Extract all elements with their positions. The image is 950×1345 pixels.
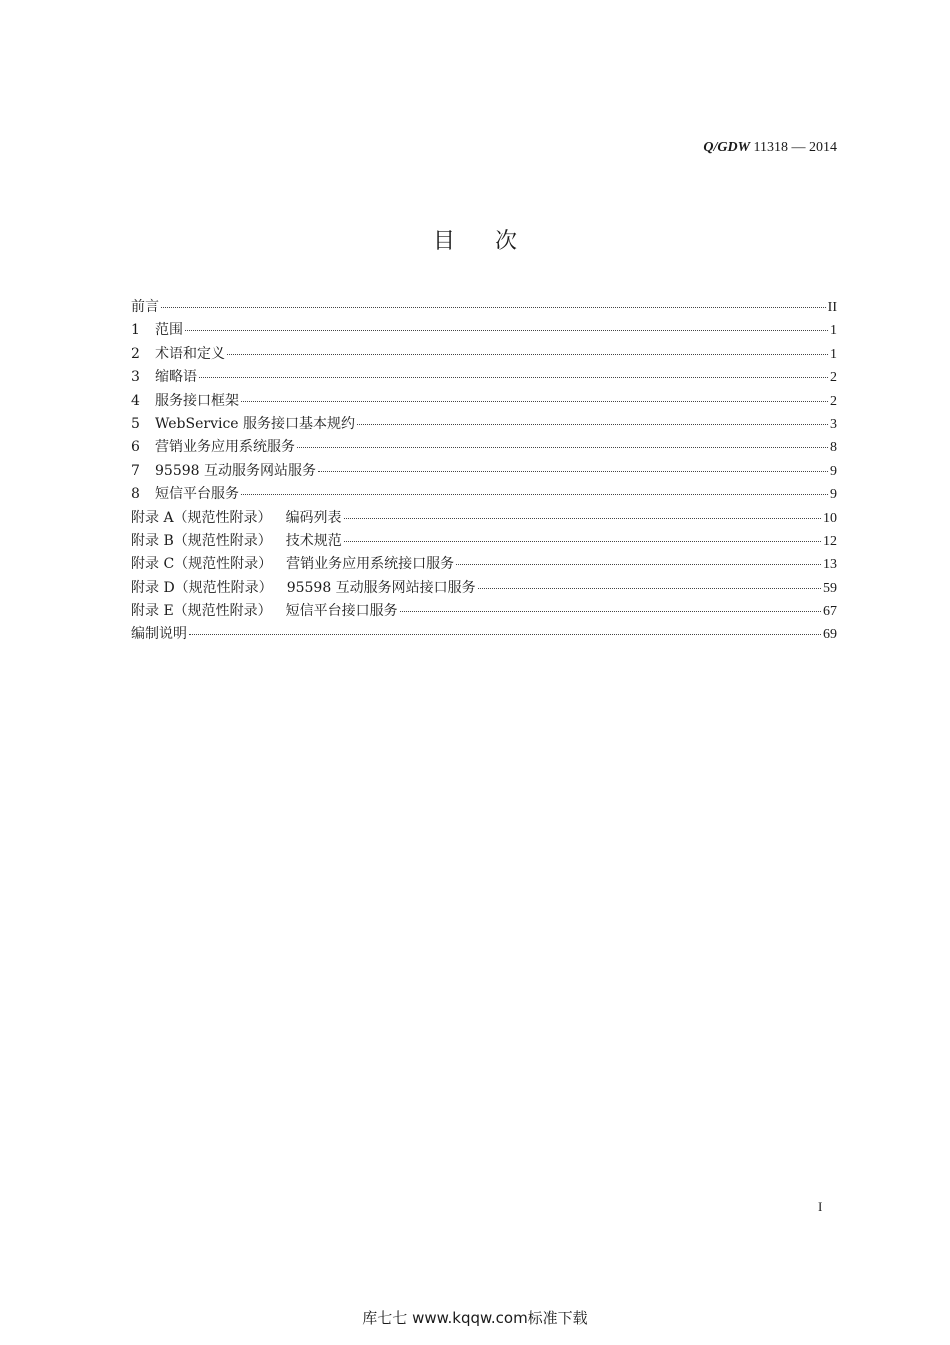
toc-dot-leader xyxy=(161,306,826,308)
toc-dot-leader xyxy=(344,540,821,542)
toc-dot-leader xyxy=(199,376,828,378)
toc-entry-label: WebService 服务接口基本规约 xyxy=(155,415,356,432)
table-of-contents xyxy=(131,296,837,647)
toc-entry-number: 2 xyxy=(131,345,140,362)
toc-entry-label: 营销业务应用系统服务 xyxy=(155,439,295,456)
toc-entry-page: II xyxy=(827,300,837,315)
toc-dot-leader xyxy=(297,446,828,448)
toc-entry-page: 12 xyxy=(823,533,837,549)
toc-entry-label: 附录 D（规范性附录） xyxy=(131,579,273,596)
toc-entry-label: 范围 xyxy=(155,322,183,339)
toc-entry[interactable] xyxy=(131,390,837,413)
toc-entry-label: 附录 C（规范性附录） xyxy=(131,556,273,573)
document-header xyxy=(703,140,837,156)
toc-entry[interactable] xyxy=(131,600,837,623)
toc-dot-leader xyxy=(456,563,821,565)
toc-entry[interactable] xyxy=(131,483,837,506)
toc-entry-number: 6 xyxy=(131,439,140,456)
toc-entry-label: 术语和定义 xyxy=(155,345,225,362)
toc-dot-leader xyxy=(400,610,821,612)
toc-dot-leader xyxy=(185,329,828,331)
toc-entry-page: 9 xyxy=(830,463,837,479)
toc-entry-page: 2 xyxy=(830,370,837,386)
toc-entry-number: 7 xyxy=(131,462,140,479)
toc-entry[interactable] xyxy=(131,296,837,319)
footer-watermark: 库七七 www.kqqw.com标准下载 xyxy=(362,1309,588,1327)
toc-entry-label: 前言 xyxy=(131,299,159,315)
toc-entry-number: 4 xyxy=(131,392,140,409)
toc-dot-leader xyxy=(478,587,821,589)
toc-dot-leader xyxy=(241,493,828,495)
toc-entry-number: 3 xyxy=(131,369,140,386)
toc-title: 目次 xyxy=(432,229,557,254)
toc-entry-page: 13 xyxy=(823,557,837,573)
toc-entry-label: 附录 B（规范性附录） xyxy=(131,532,272,549)
toc-entry-page: 9 xyxy=(830,487,837,503)
toc-entry-page: 8 xyxy=(830,440,837,456)
toc-entry[interactable] xyxy=(131,553,837,576)
toc-entry-label: 编制说明 xyxy=(131,626,187,643)
toc-entry-label: 附录 E（规范性附录） xyxy=(131,603,272,620)
page-number: I xyxy=(818,1199,823,1214)
toc-entry-page: 3 xyxy=(830,416,837,432)
toc-entry[interactable] xyxy=(131,366,837,389)
toc-dot-leader xyxy=(357,423,828,425)
toc-entry-page: 69 xyxy=(823,627,837,643)
toc-entry-page: 2 xyxy=(830,393,837,409)
toc-entry[interactable] xyxy=(131,436,837,459)
toc-dot-leader xyxy=(227,353,828,355)
standard-code: Q/GDW xyxy=(703,140,751,155)
toc-entry-subtitle: 编码列表 xyxy=(285,509,342,526)
toc-entry-page: 1 xyxy=(830,323,837,339)
toc-entry[interactable] xyxy=(131,623,837,646)
toc-entry-page: 10 xyxy=(823,510,837,526)
toc-entry[interactable] xyxy=(131,577,837,600)
toc-entry[interactable] xyxy=(131,343,837,366)
toc-dot-leader xyxy=(344,517,821,519)
standard-number: 11318 — 2014 xyxy=(753,140,837,155)
toc-entry-label: 服务接口框架 xyxy=(155,392,239,409)
toc-entry-label: 附录 A（规范性附录） xyxy=(131,509,272,526)
toc-entry[interactable] xyxy=(131,507,837,530)
toc-entry-subtitle: 技术规范 xyxy=(285,532,342,549)
toc-entry-subtitle: 短信平台接口服务 xyxy=(285,603,398,620)
toc-entry-number: 1 xyxy=(131,322,140,339)
toc-entry-page: 59 xyxy=(823,580,837,596)
toc-entry-page: 1 xyxy=(830,346,837,362)
toc-dot-leader xyxy=(318,470,828,472)
toc-entry-subtitle: 营销业务应用系统接口服务 xyxy=(286,556,455,573)
toc-entry[interactable] xyxy=(131,413,837,436)
toc-entry-number: 8 xyxy=(131,486,140,503)
toc-entry[interactable] xyxy=(131,319,837,342)
toc-entry-subtitle: 95598 互动服务网站接口服务 xyxy=(286,579,476,596)
toc-entry[interactable] xyxy=(131,530,837,553)
toc-entry-label: 缩略语 xyxy=(155,369,197,386)
toc-entry-label: 95598 互动服务网站服务 xyxy=(155,462,316,479)
toc-dot-leader xyxy=(241,400,828,402)
toc-dot-leader xyxy=(189,633,821,635)
toc-entry-label: 短信平台服务 xyxy=(155,486,239,503)
toc-entry-number: 5 xyxy=(131,415,140,432)
toc-entry[interactable] xyxy=(131,460,837,483)
toc-entry-page: 67 xyxy=(823,604,837,620)
